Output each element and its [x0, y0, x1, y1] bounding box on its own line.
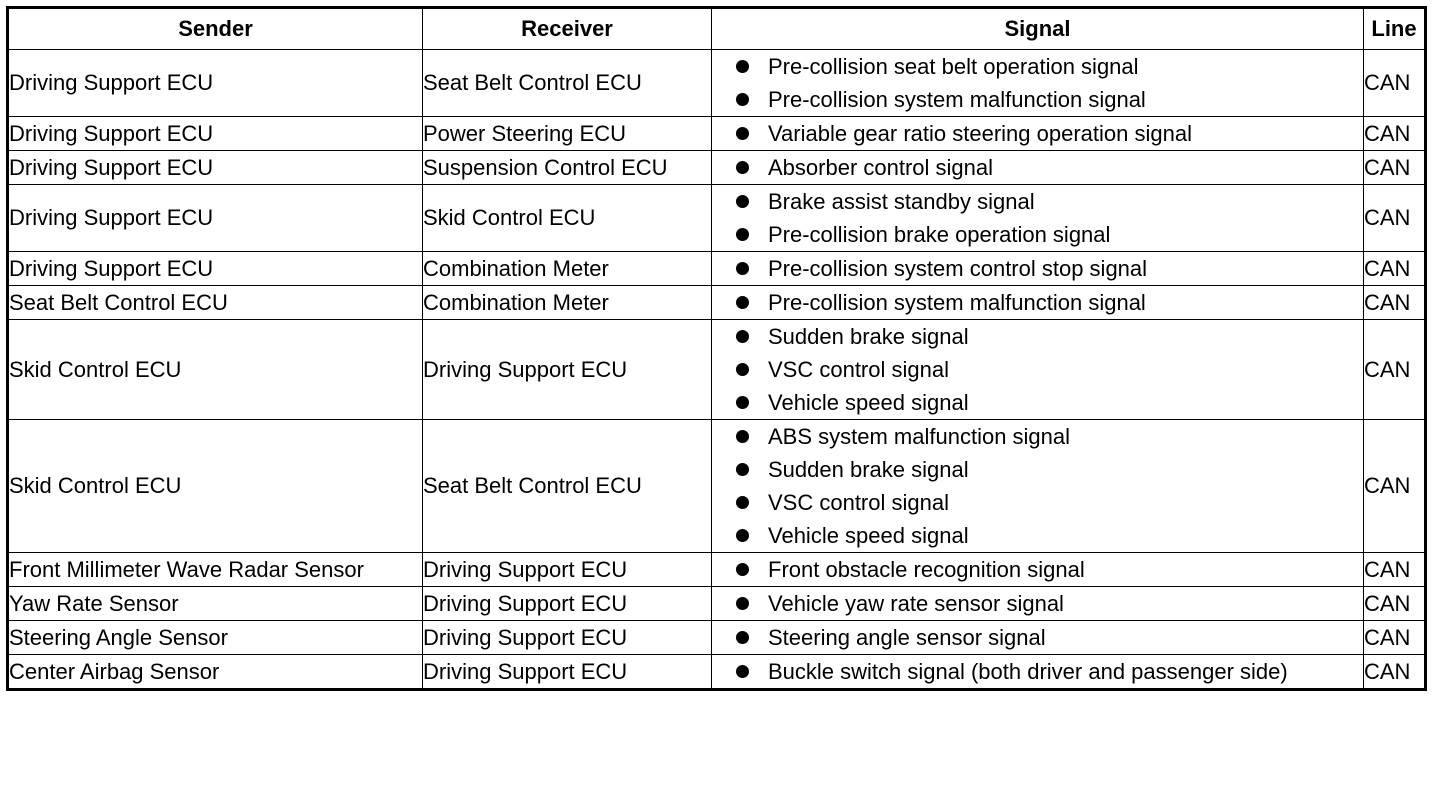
signal-item [712, 320, 1363, 353]
signal-text: Front obstacle recognition signal [768, 557, 1085, 582]
signal-text: VSC control signal [768, 357, 949, 382]
table-row [8, 252, 1426, 286]
signal-text: Sudden brake signal [768, 457, 969, 482]
table-row [8, 621, 1426, 655]
sender-cell: Yaw Rate Sensor [8, 587, 423, 621]
sender-cell: Seat Belt Control ECU [8, 286, 423, 320]
signal-item [712, 453, 1363, 486]
header-signal: Signal [712, 8, 1364, 50]
bullet-icon [736, 93, 749, 106]
header-line: Line [1364, 8, 1426, 50]
signal-cell [712, 50, 1364, 117]
table-row [8, 151, 1426, 185]
sender-cell: Driving Support ECU [8, 117, 423, 151]
bullet-icon [736, 529, 749, 542]
bullet-icon [736, 296, 749, 309]
line-cell: CAN [1364, 117, 1426, 151]
receiver-cell: Driving Support ECU [423, 655, 712, 690]
line-cell: CAN [1364, 185, 1426, 252]
signal-cell [712, 655, 1364, 690]
table-row [8, 587, 1426, 621]
receiver-cell: Seat Belt Control ECU [423, 50, 712, 117]
signal-list [712, 320, 1363, 419]
sender-cell: Steering Angle Sensor [8, 621, 423, 655]
receiver-cell: Seat Belt Control ECU [423, 420, 712, 553]
bullet-icon [736, 463, 749, 476]
signal-text: Sudden brake signal [768, 324, 969, 349]
bullet-icon [736, 496, 749, 509]
signal-table [6, 6, 1427, 691]
receiver-cell: Driving Support ECU [423, 553, 712, 587]
line-cell: CAN [1364, 151, 1426, 185]
signal-cell [712, 117, 1364, 151]
signal-text: Steering angle sensor signal [768, 625, 1046, 650]
signal-item [712, 353, 1363, 386]
signal-item [712, 420, 1363, 453]
signal-text: Pre-collision system control stop signal [768, 256, 1148, 281]
signal-cell [712, 286, 1364, 320]
receiver-cell: Combination Meter [423, 286, 712, 320]
signal-item [712, 218, 1363, 251]
signal-item [712, 519, 1363, 552]
header-receiver: Receiver [423, 8, 712, 50]
signal-item [712, 587, 1363, 620]
signal-cell [712, 185, 1364, 252]
sender-cell: Driving Support ECU [8, 185, 423, 252]
line-cell: CAN [1364, 320, 1426, 420]
signal-list [712, 420, 1363, 552]
signal-text: Pre-collision seat belt operation signal [768, 54, 1139, 79]
signal-text: Buckle switch signal (both driver and passenger side) [768, 659, 1288, 684]
signal-item [712, 83, 1363, 116]
signal-list [712, 655, 1363, 688]
line-cell: CAN [1364, 621, 1426, 655]
table-row [8, 320, 1426, 420]
signal-cell [712, 420, 1364, 553]
table-row [8, 553, 1426, 587]
bullet-icon [736, 363, 749, 376]
line-cell: CAN [1364, 587, 1426, 621]
bullet-icon [736, 597, 749, 610]
signal-text: Absorber control signal [768, 155, 994, 180]
sender-cell: Center Airbag Sensor [8, 655, 423, 690]
sender-cell: Driving Support ECU [8, 252, 423, 286]
receiver-cell: Power Steering ECU [423, 117, 712, 151]
signal-cell [712, 621, 1364, 655]
table-row [8, 420, 1426, 553]
table-row [8, 286, 1426, 320]
receiver-cell: Driving Support ECU [423, 320, 712, 420]
bullet-icon [736, 262, 749, 275]
table-header [8, 8, 1426, 50]
signal-item [712, 151, 1363, 184]
receiver-cell: Combination Meter [423, 252, 712, 286]
signal-list [712, 621, 1363, 654]
bullet-icon [736, 563, 749, 576]
signal-cell [712, 587, 1364, 621]
line-cell: CAN [1364, 286, 1426, 320]
bullet-icon [736, 330, 749, 343]
signal-text: Vehicle speed signal [768, 523, 969, 548]
signal-item [712, 553, 1363, 586]
signal-text: Pre-collision system malfunction signal [768, 87, 1146, 112]
bullet-icon [736, 631, 749, 644]
table-row [8, 117, 1426, 151]
signal-list [712, 252, 1363, 285]
bullet-icon [736, 161, 749, 174]
table-row [8, 50, 1426, 117]
line-cell: CAN [1364, 655, 1426, 690]
line-cell: CAN [1364, 420, 1426, 553]
bullet-icon [736, 60, 749, 73]
bullet-icon [736, 228, 749, 241]
signal-list [712, 553, 1363, 586]
signal-cell [712, 553, 1364, 587]
signal-item [712, 486, 1363, 519]
table-row [8, 185, 1426, 252]
signal-list [712, 286, 1363, 319]
signal-text: VSC control signal [768, 490, 949, 515]
bullet-icon [736, 665, 749, 678]
sender-cell: Front Millimeter Wave Radar Sensor [8, 553, 423, 587]
receiver-cell: Driving Support ECU [423, 587, 712, 621]
table-body [8, 50, 1426, 690]
signal-cell [712, 320, 1364, 420]
signal-list [712, 185, 1363, 251]
line-cell: CAN [1364, 50, 1426, 117]
signal-text: Pre-collision brake operation signal [768, 222, 1111, 247]
signal-text: Vehicle speed signal [768, 390, 969, 415]
signal-item [712, 286, 1363, 319]
signal-text: Variable gear ratio steering operation signal [768, 121, 1192, 146]
signal-item [712, 252, 1363, 285]
line-cell: CAN [1364, 553, 1426, 587]
signal-text: ABS system malfunction signal [768, 424, 1071, 449]
signal-item [712, 50, 1363, 83]
sender-cell: Driving Support ECU [8, 50, 423, 117]
receiver-cell: Skid Control ECU [423, 185, 712, 252]
receiver-cell: Driving Support ECU [423, 621, 712, 655]
signal-text: Pre-collision system malfunction signal [768, 290, 1146, 315]
signal-item [712, 386, 1363, 419]
signal-text: Vehicle yaw rate sensor signal [768, 591, 1064, 616]
signal-cell [712, 252, 1364, 286]
signal-list [712, 151, 1363, 184]
sender-cell: Driving Support ECU [8, 151, 423, 185]
bullet-icon [736, 127, 749, 140]
receiver-cell: Suspension Control ECU [423, 151, 712, 185]
bullet-icon [736, 195, 749, 208]
bullet-icon [736, 396, 749, 409]
signal-item [712, 185, 1363, 218]
line-cell: CAN [1364, 252, 1426, 286]
sender-cell: Skid Control ECU [8, 420, 423, 553]
signal-cell [712, 151, 1364, 185]
signal-item [712, 655, 1363, 688]
bullet-icon [736, 430, 749, 443]
signal-text: Brake assist standby signal [768, 189, 1035, 214]
header-sender: Sender [8, 8, 423, 50]
signal-item [712, 621, 1363, 654]
sender-cell: Skid Control ECU [8, 320, 423, 420]
table-row [8, 655, 1426, 690]
signal-item [712, 117, 1363, 150]
signal-list [712, 117, 1363, 150]
signal-list [712, 587, 1363, 620]
signal-list [712, 50, 1363, 116]
header-row [8, 8, 1426, 50]
